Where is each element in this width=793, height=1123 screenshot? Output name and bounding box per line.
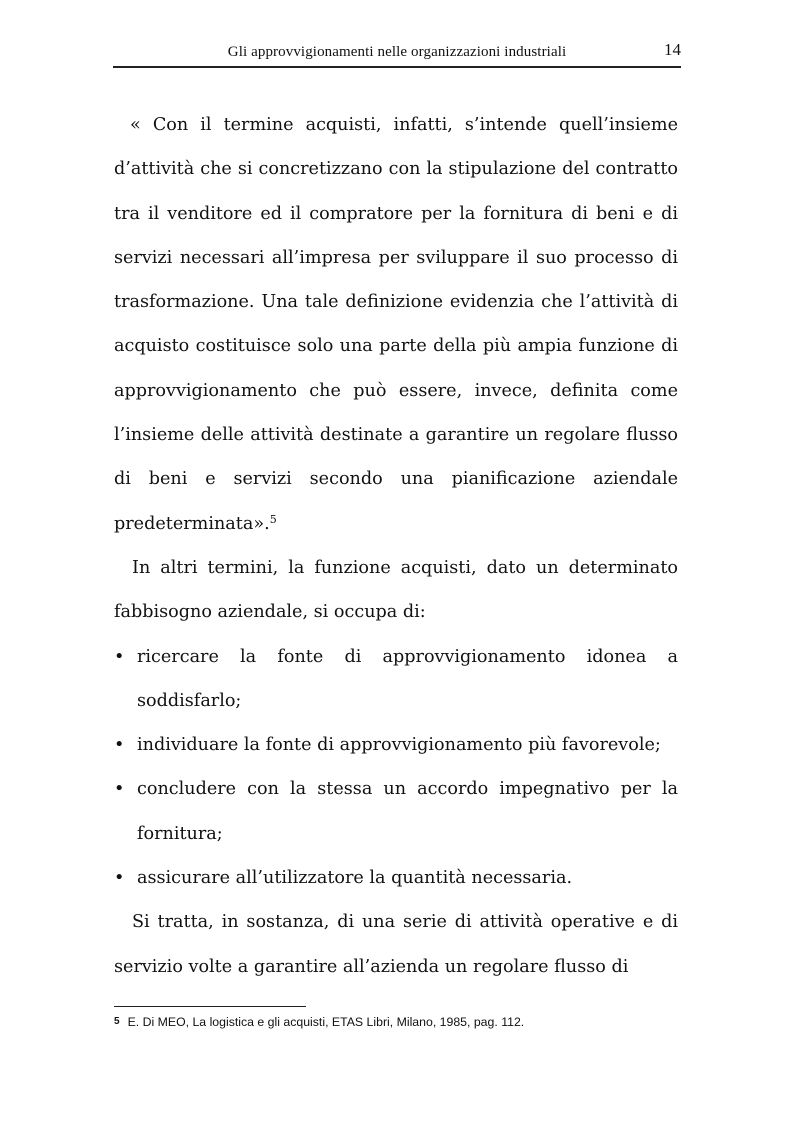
closing-paragraph: Si tratta, in sostanza, di una serie di attività operative e di servizio volte a garantire all’azienda un regolare flusso di	[114, 912, 678, 977]
quote-text: « Con il termine acquisti, infatti, s’intende quell’insieme d’attività che si concretizzano con la stipulazione del contratto tra il venditore ed il compratore per la fornitura di beni e di servizi necessari all’impresa per sviluppare il suo processo di trasformazione. Una tale definizione evidenzia che l’attività di acquisto costituisce solo una parte della più ampia funzione di approvvigionamento che può essere, invece, definita come l’insieme delle attività destinate a garantire un regolare flusso di beni e servizi secondo una pianificazione aziendale predeterminata».	[114, 115, 678, 534]
intro-paragraph: In altri termini, la funzione acquisti, dato un determinato fabbisogno aziendale, si occupa di:	[114, 557, 678, 623]
list-item	[114, 767, 678, 856]
header-title: Gli approvvigionamenti nelle organizzazioni industriali	[227, 44, 567, 60]
page-number: 14	[664, 40, 681, 59]
bullet-icon: •	[114, 646, 125, 667]
bullet-list	[114, 635, 678, 901]
list-item	[114, 856, 678, 900]
bullet-icon: •	[114, 868, 125, 889]
list-item	[114, 723, 678, 767]
quote-paragraph	[114, 103, 678, 546]
bullet-icon: •	[114, 735, 125, 756]
list-item	[114, 635, 678, 724]
footnote-divider	[114, 1006, 306, 1007]
running-header	[113, 38, 681, 68]
list-item-text: assicurare all’utilizzatore la quantità necessaria.	[137, 868, 573, 889]
footnote-text: E. Di MEO, La logistica e gli acquisti, ETAS Libri, Milano, 1985, pag. 112.	[127, 1015, 525, 1029]
list-item-text: ricercare la fonte di approvvigionamento idonea a soddisfarlo;	[137, 646, 678, 711]
bullet-icon: •	[114, 779, 125, 800]
footnote-mark: 5	[114, 1016, 120, 1027]
list-item-text: concludere con la stessa un accordo impegnativo per la fornitura;	[137, 779, 678, 844]
footnote-reference[interactable]: 5	[269, 512, 277, 526]
body-text	[114, 103, 678, 989]
footnote	[114, 1014, 678, 1030]
list-item-text: individuare la fonte di approvvigionamento più favorevole;	[137, 735, 661, 756]
